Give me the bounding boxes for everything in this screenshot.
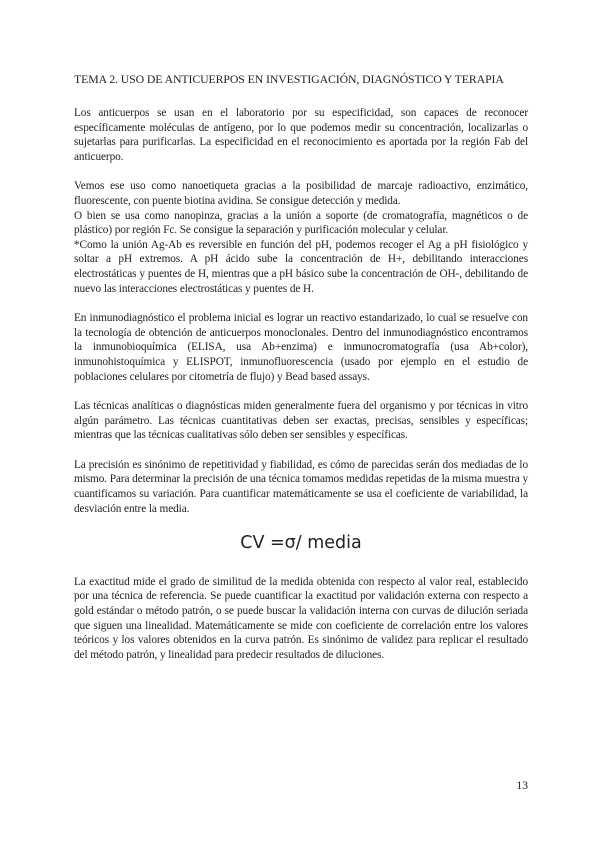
paragraph-antibody-specificity: Los anticuerpos se usan en el laboratorio por su especificidad, son capaces de reconocer específicamente moléculas de antígeno, por lo que podemos medir su concentración, localizarlas o sujetarlas para purificarlas. La especificidad en el reconocimiento es aportada por la región Fab del anticuerpo. xyxy=(74,107,528,163)
paragraph-nanolabel: Vemos ese uso como nanoetiqueta gracias a la posibilidad de marcaje radioactivo, enzimático, fluorescente, con puente biotina avidina. Se consigue detección y medida. xyxy=(74,180,528,207)
page-number: 13 xyxy=(516,780,528,792)
paragraph-precision: La precisión es sinónimo de repetitividad y fiabilidad, es cómo de parecidas serán dos mediadas de lo mismo. Para determinar la precisión de una técnica tomamos medidas repetidas de la misma muestra y cuantificamos su variación. Para cuantificar matemáticamente se usa el coeficiente de variabilidad, la desviación entre la media. xyxy=(74,458,528,515)
paragraph-immunodiagnosis: En inmunodiagnóstico el problema inicial es lograr un reactivo estandarizado, lo cual se resuelve con la tecnología de obtención de anticuerpos monoclonales. Dentro del inmunodiagnóstico encontramos la inmunobioquímica (ELISA, usa Ab+enzima) e inmunocromatografía (usa Ab+color), inmunohistoquímica y ELISPOT, inmunofluorescencia (usado por ejemplo en el estudio de poblaciones celulares por citometría de flujo) y Bead based assays. xyxy=(74,312,528,383)
page-title: TEMA 2. USO DE ANTICUERPOS EN INVESTIGACIÓN, DIAGNÓSTICO Y TERAPIA xyxy=(74,72,504,86)
paragraph-analytical-techniques: Las técnicas analíticas o diagnósticas miden generalmente fuera del organismo y por técnicas in vitro algún parámetro. Las técnicas cuantitativas deben ser exactas, precisas, sensibles y específicas; mientras que las técnicas cualitativas sólo deben ser sensibles y específicas. xyxy=(74,400,528,442)
cv-formula: CV =σ/ media xyxy=(240,533,362,554)
page-content xyxy=(74,72,528,662)
paragraph-accuracy: La exactitud mide el grado de similitud de la medida obtenida con respecto al valor real, establecido por una técnica de referencia. Se puede cuantificar la exactitud por validación externa con respecto a gold estándar o método patrón, o se puede buscar la validación interna con curvas de dilución seriada que siguen una linealidad. Matemáticamente se mide con coeficiente de correlación entre los valores teóricos y los valores obtenidos en la curva patrón. Es sinónimo de validez para replicar el resultado del método patrón, y linealidad para predecir resultados de diluciones. xyxy=(74,575,528,661)
paragraph-nanotweezer: O bien se usa como nanopinza, gracias a la unión a soporte (de cromatografía, magnéticos o de plástico) por región Fc. Se consigue la separación y purificación molecular y celular. xyxy=(74,209,528,237)
paragraph-ph-note: *Como la unión Ag-Ab es reversible en función del pH, podemos recoger el Ag a pH fisiológico y soltar a pH extremos. A pH ácido sube la concentración de H+, debilitando interacciones electrostáticas y puentes de H, mientras que a pH básico sube la concentración de OH-, debilitando de nuevo las interacciones electrostáticas y puentes de H. xyxy=(74,238,528,295)
